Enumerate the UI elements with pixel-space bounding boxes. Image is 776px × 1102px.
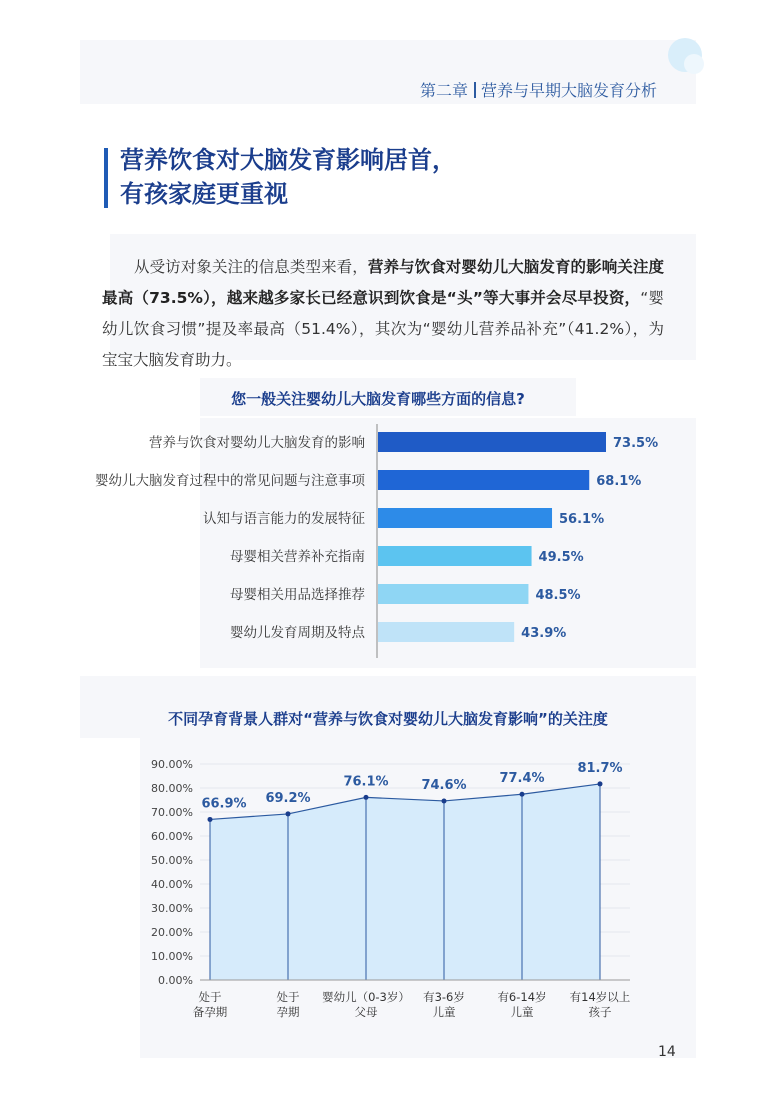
x-category-label: 备孕期 <box>192 1005 228 1019</box>
paragraph-bold: 营养与饮食对婴幼儿大脑发育的影响关注度最高（73.5%），越来越多家长已经意识到饮食是“头”等大事并会尽早投资， <box>102 258 664 307</box>
x-category-label: 处于 <box>198 990 222 1004</box>
x-category-label: 有3-6岁 <box>423 990 465 1004</box>
data-label: 69.2% <box>265 790 311 806</box>
bar-value-label: 68.1% <box>596 474 642 489</box>
chapter-title: 营养与早期大脑发育分析 <box>481 81 658 100</box>
bar-category-label: 母婴相关营养补充指南 <box>230 549 365 565</box>
y-tick-label: 40.00% <box>151 878 193 891</box>
data-point <box>442 798 447 803</box>
x-category-label: 父母 <box>354 1005 378 1019</box>
data-label: 77.4% <box>499 771 545 787</box>
data-label: 76.1% <box>343 774 389 790</box>
x-category-label: 处于 <box>276 990 300 1004</box>
y-tick-label: 80.00% <box>151 782 193 795</box>
x-category-label: 孩子 <box>588 1005 612 1019</box>
y-tick-label: 50.00% <box>151 854 193 867</box>
data-label: 66.9% <box>201 796 247 812</box>
area-fill <box>210 784 600 980</box>
bar-value-label: 73.5% <box>613 436 659 451</box>
y-tick-label: 90.00% <box>151 758 193 771</box>
data-point <box>364 795 369 800</box>
bar-category-label: 婴幼儿发育周期及特点 <box>230 625 365 641</box>
paragraph-part3: “婴幼儿饮食习惯”提及率最高（51.4%），其次为“婴幼儿营养品补充”（41.2%），为宝宝大脑发育助力。 <box>102 289 665 369</box>
y-tick-label: 20.00% <box>151 926 193 939</box>
data-point <box>520 792 525 797</box>
bar-category-label: 营养与饮食对婴幼儿大脑发育的影响 <box>149 435 365 451</box>
bar-category-label: 婴幼儿大脑发育过程中的常见问题与注意事项 <box>95 473 365 489</box>
data-point <box>208 817 213 822</box>
data-point <box>286 811 291 816</box>
page-number: 14 <box>658 1044 676 1060</box>
paragraph-part1: 从受访对象关注的信息类型来看， <box>134 258 368 276</box>
bar-value-label: 48.5% <box>535 588 581 603</box>
bar-category-label: 母婴相关用品选择推荐 <box>230 587 365 603</box>
area-chart-title: 不同孕育背景人群对“营养与饮食对婴幼儿大脑发育影响”的关注度 <box>168 710 608 728</box>
bar-category-label: 认知与语言能力的发展特征 <box>203 511 365 527</box>
bar-chart-title: 您一般关注婴幼儿大脑发育哪些方面的信息? <box>231 390 525 408</box>
x-category-label: 有14岁以上 <box>569 990 631 1004</box>
y-tick-label: 60.00% <box>151 830 193 843</box>
data-label: 74.6% <box>421 777 467 793</box>
x-category-label: 儿童 <box>510 1005 534 1019</box>
y-tick-label: 10.00% <box>151 950 193 963</box>
y-tick-label: 30.00% <box>151 902 193 915</box>
x-category-label: 孕期 <box>276 1005 300 1019</box>
section-heading-line2: 有孩家庭更重视 <box>120 180 288 208</box>
data-label: 81.7% <box>577 760 623 776</box>
chapter-number: 第二章 <box>420 81 469 100</box>
bar-value-label: 49.5% <box>538 550 584 565</box>
x-category-label: 有6-14岁 <box>497 990 547 1004</box>
y-tick-label: 0.00% <box>158 974 193 987</box>
x-category-label: 儿童 <box>432 1005 456 1019</box>
section-heading-line1: 营养饮食对大脑发育影响居首， <box>120 146 456 174</box>
bar-value-label: 43.9% <box>521 626 567 641</box>
x-category-label: 婴幼儿（0-3岁） <box>322 990 410 1004</box>
y-tick-label: 70.00% <box>151 806 193 819</box>
data-point <box>598 781 603 786</box>
bar-value-label: 56.1% <box>559 512 605 527</box>
